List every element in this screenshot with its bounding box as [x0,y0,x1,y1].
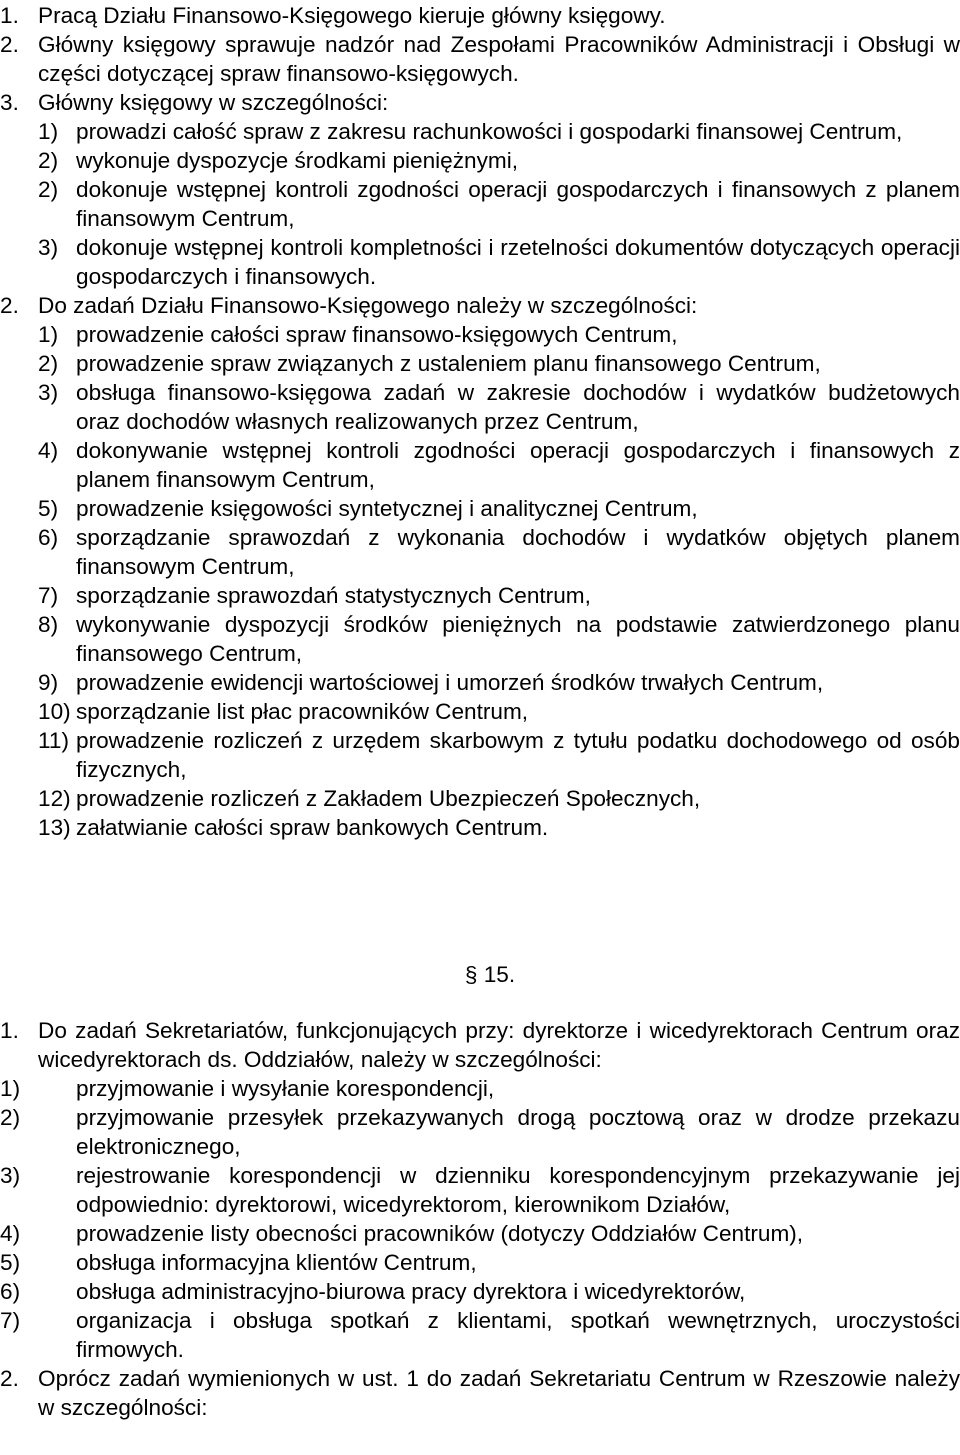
sub-item-text: wykonywanie dyspozycji środków pieniężnych na podstawie zatwierdzonego planu finansowego Centrum, [76,612,960,666]
sub-list-item [0,581,960,610]
sub-item-number: 2) [0,1105,21,1130]
section-sign-text: § 15. [464,962,516,987]
sub-item-number: 1) [0,1076,21,1101]
sub-item-text: prowadzenie listy obecności pracowników (dotyczy Oddziałów Centrum), [76,1221,804,1246]
chief-accountant-section [0,1,960,842]
sub-item-number: 6) [38,525,59,550]
sub-item-number: 6) [0,1279,21,1304]
sub-item-text: prowadzenie całości spraw finansowo-księgowych Centrum, [76,322,678,347]
sub-item-number: 3) [0,1163,21,1188]
item-number: 2. [0,293,19,318]
sub-item-text: dokonuje wstępnej kontroli zgodności operacji gospodarczych i finansowych z planem finansowym Centrum, [76,177,960,231]
sub-list-item [0,349,960,378]
sub-item-number: 5) [38,496,59,521]
item-number: 1. [0,1018,19,1043]
sub-item-text: sporządzanie list płac pracowników Centrum, [76,699,529,724]
sub-item-text: prowadzi całość spraw z zakresu rachunkowości i gospodarki finansowej Centrum, [76,119,903,144]
sub-item-text: obsługa administracyjno-biurowa pracy dyrektora i wicedyrektorów, [76,1279,746,1304]
list-item [0,1,960,30]
sub-list-item [0,1277,960,1306]
sub-list-item [0,697,960,726]
sub-item-text: przyjmowanie i wysyłanie korespondencji, [76,1076,495,1101]
sub-list-item [0,610,960,668]
item-text: Do zadań Sekretariatów, funkcjonujących przy: dyrektorze i wicedyrektorach Centrum oraz wicedyrektorach ds. Oddziałów, należy w szczególności: [38,1018,960,1072]
item-number: 2. [0,32,19,57]
sub-item-number: 4) [38,438,59,463]
sub-item-text: organizacja i obsługa spotkań z klientami, spotkań wewnętrznych, uroczystości firmowych. [76,1308,960,1362]
sub-item-text: obsługa finansowo-księgowa zadań w zakresie dochodów i wydatków budżetowych oraz dochodów własnych realizowanych przez Centrum, [76,380,960,434]
sub-item-number: 1) [38,119,59,144]
sub-item-number: 4) [0,1221,21,1246]
sub-item-text: prowadzenie ewidencji wartościowej i umorzeń środków trwałych Centrum, [76,670,824,695]
list-item [0,1016,960,1074]
sub-item-text: dokonuje wstępnej kontroli kompletności i rzetelności dokumentów dotyczących operacji gospodarczych i finansowych. [76,235,960,289]
item-number: 2. [0,1366,19,1391]
sub-list-item [0,1074,960,1103]
item-text: Główny księgowy sprawuje nadzór nad Zespołami Pracowników Administracji i Obsługi w części dotyczącej spraw finansowo-księgowych. [38,32,960,86]
sub-item-number: 3) [38,235,59,260]
sub-item-text: prowadzenie rozliczeń z urzędem skarbowym z tytułu podatku dochodowego od osób fizycznych, [76,728,960,782]
sub-item-number: 13) [38,815,71,840]
sub-item-number: 10) [38,699,71,724]
item-number: 1. [0,3,19,28]
list-item [0,30,960,88]
sub-item-number: 9) [38,670,59,695]
sub-item-text: prowadzenie księgowości syntetycznej i analitycznej Centrum, [76,496,698,521]
item-text: Oprócz zadań wymienionych w ust. 1 do zadań Sekretariatu Centrum w Rzeszowie należy w szczególności: [38,1366,960,1420]
sub-list-item [0,1248,960,1277]
section-heading [0,960,960,989]
item-text: Do zadań Działu Finansowo-Księgowego należy w szczególności: [38,293,698,318]
sub-item-text: prowadzenie rozliczeń z Zakładem Ubezpieczeń Społecznych, [76,786,701,811]
sub-item-number: 2) [38,351,59,376]
list-item [0,88,960,117]
sub-list-item [0,1103,960,1161]
sub-item-number: 3) [38,380,59,405]
sub-list-item [0,1306,960,1364]
sub-item-text: przyjmowanie przesyłek przekazywanych drogą pocztową oraz w drodze przekazu elektronicznego, [76,1105,960,1159]
sub-list-item [0,726,960,784]
item-number: 3. [0,90,19,115]
sub-list-item [0,233,960,291]
list-item [0,291,960,320]
sub-list-item [0,436,960,494]
sub-item-number: 1) [38,322,59,347]
sub-list-item [0,784,960,813]
list-item [0,1364,960,1422]
sub-item-number: 7) [0,1308,21,1333]
sub-list-item [0,494,960,523]
sub-item-number: 12) [38,786,71,811]
sub-item-number: 2) [38,148,59,173]
sub-item-number: 5) [0,1250,21,1275]
item-text: Główny księgowy w szczególności: [38,90,389,115]
sub-item-text: obsługa informacyjna klientów Centrum, [76,1250,477,1275]
sub-list-item [0,1219,960,1248]
sub-list-item [0,523,960,581]
sub-item-text: rejestrowanie korespondencji w dzienniku korespondencyjnym przekazywanie jej odpowiednio: dyrektorowi, wicedyrektorom, kierownikom Działów, [76,1163,960,1217]
sub-item-text: sporządzanie sprawozdań statystycznych Centrum, [76,583,591,608]
secretariat-section [0,1016,960,1422]
sub-list-item [0,320,960,349]
sub-item-number: 7) [38,583,59,608]
sub-item-text: załatwianie całości spraw bankowych Centrum. [76,815,549,840]
sub-list-item [0,378,960,436]
sub-item-number: 2) [38,177,59,202]
sub-item-text: dokonywanie wstępnej kontroli zgodności operacji gospodarczych i finansowych z planem finansowym Centrum, [76,438,960,492]
sub-list-item [0,668,960,697]
sub-item-text: prowadzenie spraw związanych z ustaleniem planu finansowego Centrum, [76,351,821,376]
sub-list-item [0,175,960,233]
sub-list-item [0,1161,960,1219]
sub-item-number: 11) [38,728,69,753]
sub-item-number: 8) [38,612,59,637]
sub-list-item [0,813,960,842]
sub-item-text: sporządzanie sprawozdań z wykonania dochodów i wydatków objętych planem finansowym Centrum, [76,525,960,579]
sub-item-text: wykonuje dyspozycje środkami pieniężnymi, [76,148,519,173]
item-text: Pracą Działu Finansowo-Księgowego kieruje główny księgowy. [38,3,666,28]
sub-list-item [0,117,960,146]
sub-list-item [0,146,960,175]
